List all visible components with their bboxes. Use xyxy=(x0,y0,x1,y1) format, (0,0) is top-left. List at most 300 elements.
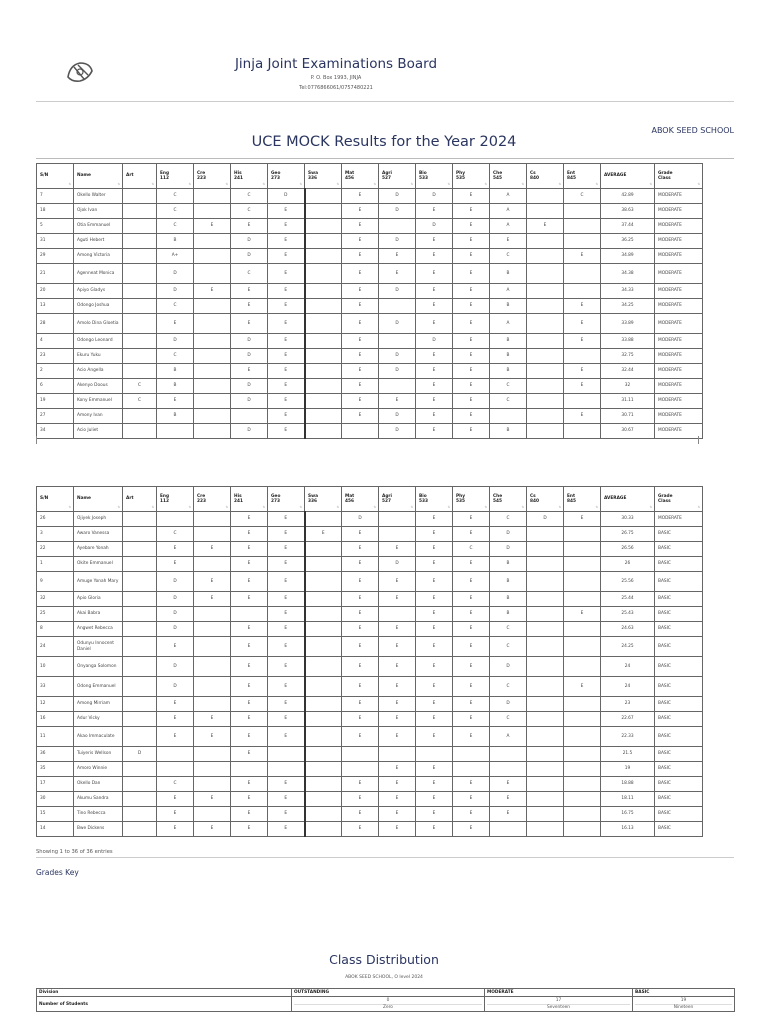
sort-icon[interactable]: ⇅ xyxy=(262,181,265,186)
cell-name: Amolo Dina Gloetia xyxy=(74,314,123,334)
cell-phy: E xyxy=(453,394,490,409)
cell-phy: C xyxy=(453,542,490,557)
cell-grade: MODERATE xyxy=(655,334,703,349)
column-header[interactable] xyxy=(655,487,703,512)
cell-cs xyxy=(527,557,564,572)
cell-phy: E xyxy=(453,189,490,204)
cell-sn: 12 xyxy=(37,697,74,712)
cell-swa xyxy=(305,424,342,439)
cell-geo: E xyxy=(268,219,305,234)
column-label: Mat xyxy=(345,170,355,176)
cell-name: Amony Ivan xyxy=(74,409,123,424)
table-row xyxy=(37,349,703,364)
sort-icon[interactable]: ⇅ xyxy=(68,504,71,509)
cell-phy: E xyxy=(453,204,490,219)
cell-cre xyxy=(194,334,231,349)
cell-cs xyxy=(527,792,564,807)
cell-agri: E xyxy=(379,622,416,637)
cell-ent xyxy=(564,572,601,592)
cell-sn: 30 xyxy=(37,792,74,807)
cell-phy: E xyxy=(453,364,490,379)
cell-ent xyxy=(564,527,601,542)
cell-swa xyxy=(305,792,342,807)
sort-icon[interactable]: ⇅ xyxy=(484,181,487,186)
sort-icon[interactable]: ⇅ xyxy=(649,504,652,509)
cell-grade: MODERATE xyxy=(655,219,703,234)
column-header[interactable] xyxy=(453,164,490,189)
cell-eng: C xyxy=(157,219,194,234)
sort-icon[interactable]: ⇅ xyxy=(484,504,487,509)
cell-his: E xyxy=(231,572,268,592)
cell-che: C xyxy=(490,712,527,727)
cell-grade: BASIC xyxy=(655,572,703,592)
cell-che: D xyxy=(490,542,527,557)
cell-cre xyxy=(194,777,231,792)
cell-bio: E xyxy=(416,622,453,637)
cell-geo: E xyxy=(268,409,305,424)
column-header[interactable] xyxy=(194,164,231,189)
cell-his: E xyxy=(231,622,268,637)
cell-mat: E xyxy=(342,572,379,592)
cell-art xyxy=(123,424,157,439)
cell-che xyxy=(490,762,527,777)
column-header[interactable] xyxy=(231,487,268,512)
cell-sn: 6 xyxy=(37,379,74,394)
cell-his: E xyxy=(231,657,268,677)
cell-grade: BASIC xyxy=(655,542,703,557)
cell-bio: E xyxy=(416,727,453,747)
cell-his xyxy=(231,409,268,424)
cell-agri: D xyxy=(379,349,416,364)
column-header[interactable] xyxy=(157,164,194,189)
sort-icon[interactable]: ⇅ xyxy=(558,504,561,509)
cell-bio xyxy=(416,747,453,762)
column-label: Che xyxy=(493,170,503,176)
cell-swa xyxy=(305,677,342,697)
results-table-moderate xyxy=(36,163,703,439)
cell-cs xyxy=(527,822,564,837)
cell-bio: E xyxy=(416,512,453,527)
cell-sn: 15 xyxy=(37,807,74,822)
table-row xyxy=(37,379,703,394)
table-row xyxy=(37,394,703,409)
table-header-row xyxy=(37,487,703,512)
results-table-basic xyxy=(36,486,703,837)
cell-phy: E xyxy=(453,424,490,439)
cell-cre xyxy=(194,622,231,637)
title-divider xyxy=(36,158,734,159)
sort-icon[interactable]: ⇅ xyxy=(151,181,154,186)
column-label: Geo xyxy=(271,493,281,499)
cell-eng: D xyxy=(157,592,194,607)
cell-eng: E xyxy=(157,727,194,747)
table-row xyxy=(37,409,703,424)
cell-art xyxy=(123,334,157,349)
cell-sn: 19 xyxy=(37,394,74,409)
sort-icon[interactable]: ⇅ xyxy=(447,181,450,186)
cell-ent xyxy=(564,697,601,712)
cell-sn: 20 xyxy=(37,284,74,299)
cell-che: B xyxy=(490,557,527,572)
sort-icon[interactable]: ⇅ xyxy=(373,181,376,186)
sort-icon[interactable]: ⇅ xyxy=(68,181,71,186)
cell-swa xyxy=(305,219,342,234)
cell-mat: E xyxy=(342,677,379,697)
cell-cre xyxy=(194,747,231,762)
cell-art xyxy=(123,204,157,219)
cell-sn: 9 xyxy=(37,572,74,592)
cell-geo: E xyxy=(268,284,305,299)
cell-ent: E xyxy=(564,314,601,334)
cell-art xyxy=(123,364,157,379)
cell-cre xyxy=(194,204,231,219)
cell-avg: 16.13 xyxy=(601,822,655,837)
cell-avg: 32 xyxy=(601,379,655,394)
column-header[interactable] xyxy=(564,164,601,189)
cell-avg: 36.25 xyxy=(601,234,655,249)
sort-icon[interactable]: ⇅ xyxy=(558,181,561,186)
cell-ent xyxy=(564,542,601,557)
column-header[interactable] xyxy=(416,487,453,512)
cell-geo: E xyxy=(268,622,305,637)
cell-avg: 25.44 xyxy=(601,592,655,607)
cell-name: Ojiyek Joseph xyxy=(74,512,123,527)
cell-eng: C xyxy=(157,349,194,364)
cell-his: D xyxy=(231,379,268,394)
cell-his: E xyxy=(231,637,268,657)
cell-art xyxy=(123,314,157,334)
table-row xyxy=(37,219,703,234)
column-code: 545 xyxy=(493,176,502,181)
cell-cs xyxy=(527,592,564,607)
column-header[interactable] xyxy=(490,164,527,189)
sort-icon[interactable]: ⇅ xyxy=(262,504,265,509)
cell-cs xyxy=(527,697,564,712)
column-label: Art xyxy=(126,173,134,179)
cell-che: A xyxy=(490,314,527,334)
cell-art xyxy=(123,527,157,542)
column-code: 273 xyxy=(271,176,280,181)
sort-icon[interactable]: ⇅ xyxy=(373,504,376,509)
cell-phy: E xyxy=(453,607,490,622)
cell-phy: E xyxy=(453,557,490,572)
cell-cs xyxy=(527,572,564,592)
column-header[interactable] xyxy=(74,164,123,189)
cell-name: Tino Rebecca xyxy=(74,807,123,822)
sort-icon[interactable]: ⇅ xyxy=(225,181,228,186)
cell-cs xyxy=(527,314,564,334)
division-outstanding: OUTSTANDING xyxy=(292,989,485,997)
cell-avg: 33.89 xyxy=(601,314,655,334)
column-header[interactable] xyxy=(123,164,157,189)
column-header[interactable] xyxy=(305,487,342,512)
sort-icon[interactable]: ⇅ xyxy=(151,504,154,509)
board-address: P. O. Box 1993, JINJA xyxy=(310,75,362,81)
board-name: Jinja Joint Examinations Board xyxy=(234,56,438,72)
sort-icon[interactable]: ⇅ xyxy=(117,181,120,186)
cell-avg: 22.67 xyxy=(601,712,655,727)
board-telephone: Tel:0776866061/0757480221 xyxy=(299,85,373,91)
sort-icon[interactable]: ⇅ xyxy=(697,181,700,186)
column-label: His xyxy=(234,170,242,176)
cell-grade: MODERATE xyxy=(655,284,703,299)
cell-bio: E xyxy=(416,284,453,299)
cell-his: D xyxy=(231,349,268,364)
column-header[interactable] xyxy=(655,164,703,189)
cell-cre: E xyxy=(194,284,231,299)
cell-mat: E xyxy=(342,807,379,822)
table-row xyxy=(37,234,703,249)
cell-avg: 34.38 xyxy=(601,264,655,284)
cell-che: A xyxy=(490,727,527,747)
cell-eng: D xyxy=(157,622,194,637)
sort-icon[interactable]: ⇅ xyxy=(336,504,339,509)
cell-swa xyxy=(305,777,342,792)
cell-phy: E xyxy=(453,379,490,394)
sort-icon[interactable]: ⇅ xyxy=(595,181,598,186)
cell-grade: BASIC xyxy=(655,592,703,607)
sort-icon[interactable]: ⇅ xyxy=(595,504,598,509)
sort-icon[interactable]: ⇅ xyxy=(410,181,413,186)
cell-phy: E xyxy=(453,792,490,807)
cell-cs xyxy=(527,349,564,364)
cell-ent xyxy=(564,557,601,572)
cell-mat: E xyxy=(342,592,379,607)
cell-name: Ekuru Yuku xyxy=(74,349,123,364)
cell-che: D xyxy=(490,657,527,677)
sort-icon[interactable]: ⇅ xyxy=(336,181,339,186)
cell-swa xyxy=(305,189,342,204)
cell-cs xyxy=(527,299,564,314)
cell-mat: E xyxy=(342,822,379,837)
cell-agri: D xyxy=(379,424,416,439)
column-header[interactable] xyxy=(379,487,416,512)
cell-mat: E xyxy=(342,379,379,394)
cell-cre xyxy=(194,807,231,822)
sort-icon[interactable]: ⇅ xyxy=(649,181,652,186)
column-code: 527 xyxy=(382,176,391,181)
cell-agri: D xyxy=(379,364,416,379)
cell-eng: D xyxy=(157,284,194,299)
cell-mat: E xyxy=(342,712,379,727)
cell-mat: E xyxy=(342,637,379,657)
cell-phy: E xyxy=(453,264,490,284)
cell-eng: E xyxy=(157,314,194,334)
cell-bio: E xyxy=(416,299,453,314)
sort-icon[interactable]: ⇅ xyxy=(410,504,413,509)
column-header[interactable] xyxy=(194,487,231,512)
cell-name: Odongo Joshua xyxy=(74,299,123,314)
cell-art xyxy=(123,557,157,572)
cell-art xyxy=(123,792,157,807)
cell-his: E xyxy=(231,284,268,299)
cell-sn: 24 xyxy=(37,637,74,657)
cell-phy xyxy=(453,747,490,762)
cell-mat: E xyxy=(342,657,379,677)
cell-mat: D xyxy=(342,512,379,527)
cell-art: C xyxy=(123,379,157,394)
cell-cre: E xyxy=(194,792,231,807)
cell-grade: BASIC xyxy=(655,807,703,822)
cell-avg: 34.33 xyxy=(601,284,655,299)
cell-phy: E xyxy=(453,807,490,822)
cell-sn: 8 xyxy=(37,622,74,637)
count-value: 0 xyxy=(386,998,390,1003)
cell-geo: E xyxy=(268,349,305,364)
cell-grade: MODERATE xyxy=(655,314,703,334)
cell-eng: E xyxy=(157,394,194,409)
cell-phy: E xyxy=(453,697,490,712)
cell-his: E xyxy=(231,542,268,557)
column-header[interactable] xyxy=(601,487,655,512)
cell-geo: E xyxy=(268,572,305,592)
cell-che: B xyxy=(490,349,527,364)
cell-phy: E xyxy=(453,234,490,249)
cell-geo: E xyxy=(268,657,305,677)
cell-swa xyxy=(305,622,342,637)
cell-cre xyxy=(194,299,231,314)
column-header[interactable] xyxy=(416,164,453,189)
column-header[interactable] xyxy=(453,487,490,512)
table-row xyxy=(37,299,703,314)
cell-his: E xyxy=(231,712,268,727)
cell-art xyxy=(123,219,157,234)
column-header[interactable] xyxy=(37,164,74,189)
cell-mat: E xyxy=(342,697,379,712)
cell-mat: E xyxy=(342,557,379,572)
column-header[interactable] xyxy=(123,487,157,512)
table-row xyxy=(37,364,703,379)
cell-mat: E xyxy=(342,409,379,424)
column-label: Bio xyxy=(419,170,427,176)
cell-grade: BASIC xyxy=(655,622,703,637)
table-row xyxy=(37,424,703,439)
column-header[interactable] xyxy=(342,164,379,189)
sort-icon[interactable]: ⇅ xyxy=(521,504,524,509)
cell-agri: E xyxy=(379,712,416,727)
cell-ent xyxy=(564,822,601,837)
column-header[interactable] xyxy=(527,164,564,189)
cell-ent xyxy=(564,727,601,747)
cell-cs xyxy=(527,677,564,697)
cell-geo: E xyxy=(268,299,305,314)
cell-art xyxy=(123,299,157,314)
column-header[interactable] xyxy=(37,487,74,512)
cell-ent: E xyxy=(564,364,601,379)
cell-cs xyxy=(527,762,564,777)
column-label: Grade xyxy=(658,170,673,176)
cell-eng xyxy=(157,747,194,762)
cell-grade: MODERATE xyxy=(655,234,703,249)
column-header[interactable] xyxy=(564,487,601,512)
table-row xyxy=(37,512,703,527)
sort-icon[interactable]: ⇅ xyxy=(225,504,228,509)
column-header[interactable] xyxy=(490,487,527,512)
column-header[interactable] xyxy=(157,487,194,512)
cell-ent xyxy=(564,592,601,607)
column-code: 336 xyxy=(308,176,317,181)
cell-cs xyxy=(527,264,564,284)
column-header[interactable] xyxy=(268,164,305,189)
column-header[interactable] xyxy=(231,164,268,189)
cell-name: Bwe Dickens xyxy=(74,822,123,837)
cell-grade: MODERATE xyxy=(655,264,703,284)
cell-grade: BASIC xyxy=(655,712,703,727)
cell-art xyxy=(123,807,157,822)
cell-name: Awaro Vanessa xyxy=(74,527,123,542)
sort-icon[interactable]: ⇅ xyxy=(697,504,700,509)
grades-key-link[interactable]: Grades Key xyxy=(36,868,79,877)
cell-ent: E xyxy=(564,512,601,527)
sort-icon[interactable]: ⇅ xyxy=(447,504,450,509)
column-code: 840 xyxy=(530,176,539,181)
cell-che: E xyxy=(490,792,527,807)
cell-cs xyxy=(527,657,564,677)
cell-agri: D xyxy=(379,204,416,219)
cell-cre: E xyxy=(194,727,231,747)
cell-sn: 32 xyxy=(37,592,74,607)
column-label: Grade xyxy=(658,493,673,499)
column-header[interactable] xyxy=(305,164,342,189)
cell-avg: 26.56 xyxy=(601,542,655,557)
cell-grade: BASIC xyxy=(655,792,703,807)
sort-icon[interactable]: ⇅ xyxy=(117,504,120,509)
cell-bio: E xyxy=(416,234,453,249)
column-header[interactable] xyxy=(379,164,416,189)
count-value: 17 xyxy=(555,998,562,1003)
cell-art xyxy=(123,712,157,727)
cell-art xyxy=(123,512,157,527)
cell-name: Agenneat Monica xyxy=(74,264,123,284)
cell-geo: E xyxy=(268,379,305,394)
column-header[interactable] xyxy=(601,164,655,189)
cell-eng: C xyxy=(157,527,194,542)
table-row xyxy=(37,677,703,697)
cell-his: C xyxy=(231,264,268,284)
column-header[interactable] xyxy=(342,487,379,512)
cell-agri: D xyxy=(379,409,416,424)
cell-art xyxy=(123,697,157,712)
column-code: 273 xyxy=(271,499,280,504)
sort-icon[interactable]: ⇅ xyxy=(188,504,191,509)
column-label: Ent xyxy=(567,493,576,499)
column-label: Eng xyxy=(160,170,170,176)
column-label: Phy xyxy=(456,170,466,176)
sort-icon[interactable]: ⇅ xyxy=(521,181,524,186)
column-header[interactable] xyxy=(268,487,305,512)
cell-avg: 22.33 xyxy=(601,727,655,747)
cell-ent xyxy=(564,284,601,299)
column-header[interactable] xyxy=(74,487,123,512)
cell-ent xyxy=(564,394,601,409)
column-header[interactable] xyxy=(527,487,564,512)
cell-cs xyxy=(527,394,564,409)
cell-name: Onyanga Solomon xyxy=(74,657,123,677)
cell-avg: 24 xyxy=(601,657,655,677)
cell-avg: 24.63 xyxy=(601,622,655,637)
cell-sn: 23 xyxy=(37,349,74,364)
cell-eng: B xyxy=(157,364,194,379)
column-label: Ent xyxy=(567,170,576,176)
sort-icon[interactable]: ⇅ xyxy=(188,181,191,186)
cell-agri: D xyxy=(379,557,416,572)
sort-icon[interactable]: ⇅ xyxy=(299,181,302,186)
sort-icon[interactable]: ⇅ xyxy=(299,504,302,509)
cell-cs xyxy=(527,777,564,792)
table-footer-mark xyxy=(36,436,40,444)
cell-cre xyxy=(194,394,231,409)
cell-mat: E xyxy=(342,364,379,379)
